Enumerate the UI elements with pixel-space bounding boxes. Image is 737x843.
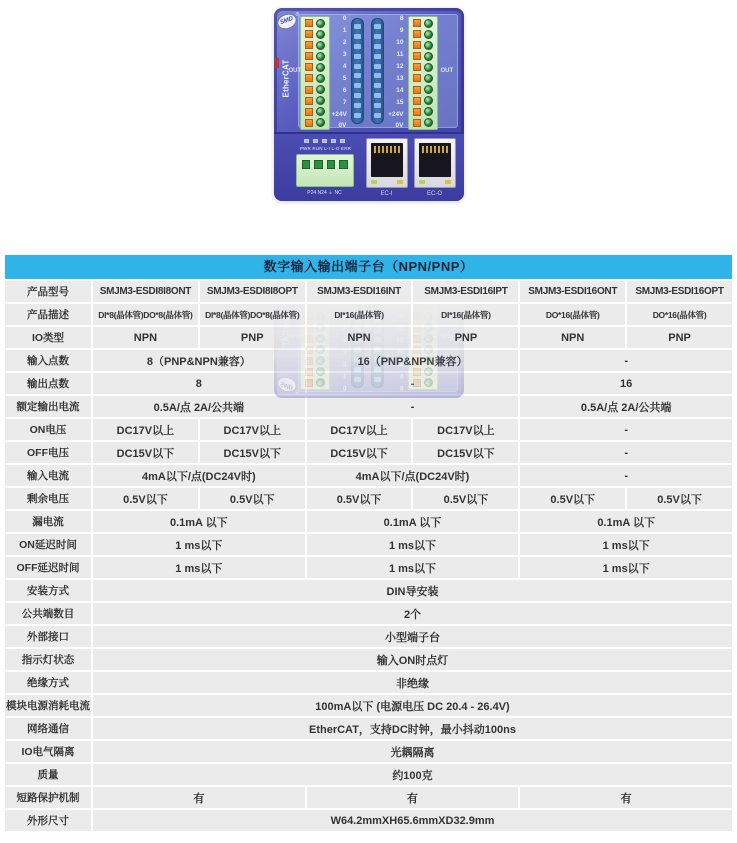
spec-row-label: 网络通信: [5, 718, 91, 739]
terminal-row: [301, 40, 329, 50]
spec-row-label: 质量: [5, 764, 91, 785]
spec-cell: DC17V以上: [200, 419, 305, 440]
spec-cell: DC15V以下: [200, 442, 305, 463]
table-row: [5, 442, 732, 463]
spec-cell: 1 ms以下: [520, 534, 732, 555]
wire-clip: [305, 52, 313, 60]
table-row: [5, 787, 732, 808]
status-led-row: [304, 139, 345, 143]
table-row: [5, 465, 732, 486]
spec-cell: DC15V以下: [307, 442, 412, 463]
channel-label: 6: [342, 86, 347, 94]
terminal-screw: [424, 118, 433, 127]
table-row: [5, 281, 732, 302]
spec-row-label: 模块电源消耗电流: [5, 695, 91, 716]
table-row: [5, 810, 732, 831]
spec-row-label: 绝缘方式: [5, 672, 91, 693]
terminal-row: [409, 51, 437, 61]
table-row: [5, 695, 732, 716]
channel-led: [354, 34, 361, 39]
act-led: [397, 180, 403, 184]
terminal-screw: [316, 118, 325, 127]
spec-row-label: IO类型: [5, 327, 91, 348]
terminal-screw: [424, 96, 433, 105]
spec-cell: 1 ms以下: [307, 557, 519, 578]
terminal-screw: [424, 85, 433, 94]
status-led: [340, 139, 345, 143]
wire-clip: [413, 86, 421, 94]
spec-cell: -: [307, 373, 519, 394]
out-label-right: OUT: [440, 68, 454, 74]
led-strip-right: [371, 18, 384, 124]
spec-cell: EtherCAT，支持DC时钟，最小抖动100ns: [93, 718, 732, 739]
spec-cell: 1 ms以下: [93, 534, 305, 555]
spec-cell: 4mA以下/点(DC24V时): [93, 465, 305, 486]
power-pin: [339, 160, 348, 169]
spec-row-label: 外部接口: [5, 626, 91, 647]
terminal-row: [301, 51, 329, 61]
terminal-screw: [424, 41, 433, 50]
wire-clip: [413, 74, 421, 82]
table-row: [5, 603, 732, 624]
spec-row-label: ON电压: [5, 419, 91, 440]
wire-clip: [305, 19, 313, 27]
spec-cell: SMJM3-ESDI8I8OPT: [200, 281, 305, 302]
port-label-out: EC-O: [427, 191, 442, 197]
spec-cell: 0.5V以下: [413, 488, 518, 509]
spec-row-label: 安装方式: [5, 580, 91, 601]
wire-clip: [413, 119, 421, 127]
channel-label: 14: [396, 86, 404, 94]
spec-cell: NPN: [93, 327, 198, 348]
spec-cell: SMJM3-ESDI16OPT: [627, 281, 732, 302]
terminal-row: [301, 73, 329, 83]
table-row: [5, 649, 732, 670]
spec-cell: 有: [520, 787, 732, 808]
registered-mark: ®: [295, 12, 300, 18]
wire-clip: [305, 119, 313, 127]
channel-led: [354, 83, 361, 88]
channel-led: [354, 24, 361, 29]
channel-led: [354, 93, 361, 98]
spec-row-label: OFF电压: [5, 442, 91, 463]
channel-label: 1: [342, 26, 347, 34]
wire-clip: [413, 63, 421, 71]
spec-cell: DC17V以上: [93, 419, 198, 440]
channel-led: [374, 93, 381, 98]
channel-labels-left: [332, 16, 347, 130]
red-badge: [275, 58, 279, 68]
power-connector: [296, 154, 354, 187]
channel-led: [354, 73, 361, 78]
channel-label: +24V: [331, 110, 347, 118]
spec-cell: 0.5V以下: [627, 488, 732, 509]
wire-clip: [413, 52, 421, 60]
spec-cell: DI*16(晶体管): [307, 304, 412, 325]
spec-cell: DC15V以下: [413, 442, 518, 463]
spec-cell: SMJM3-ESDI16ONT: [520, 281, 625, 302]
wire-clip: [413, 30, 421, 38]
rj45-pins: [422, 146, 448, 153]
spec-cell: SMJM3-ESDI16IPT: [413, 281, 518, 302]
table-row: [5, 373, 732, 394]
table-row: [5, 741, 732, 762]
channel-label: 3: [342, 50, 347, 58]
spec-cell: 0.5V以下: [307, 488, 412, 509]
spec-cell: 16（PNP&NPN兼容）: [307, 350, 519, 371]
spec-cell: DI*8(晶体管)DO*8(晶体管): [200, 304, 305, 325]
table-row: [5, 534, 732, 555]
spec-row-label: 公共端数目: [5, 603, 91, 624]
wire-clip: [413, 41, 421, 49]
spec-cell: 非绝缘: [93, 672, 732, 693]
terminal-row: [409, 18, 437, 28]
spec-cell: 1 ms以下: [307, 534, 519, 555]
status-led: [304, 139, 309, 143]
power-pin: [327, 160, 336, 169]
status-led: [313, 139, 318, 143]
spec-cell: NPN: [307, 327, 412, 348]
channel-led: [354, 103, 361, 108]
spec-cell: 2个: [93, 603, 732, 624]
spec-cell: 输入ON时点灯: [93, 649, 732, 670]
terminal-screw: [316, 63, 325, 72]
channel-label: 0: [342, 15, 347, 22]
wire-clip: [305, 97, 313, 105]
status-led-labels: PWR RUN L-I L-O ERR: [299, 146, 352, 151]
channel-led: [374, 24, 381, 29]
terminal-screw: [316, 52, 325, 61]
channel-label: 5: [342, 74, 347, 82]
terminal-screw: [424, 19, 433, 28]
terminal-screw: [316, 96, 325, 105]
channel-label: 9: [399, 26, 404, 34]
terminal-screw: [424, 63, 433, 72]
link-led: [419, 180, 425, 184]
spec-cell: 0.1mA 以下: [93, 511, 305, 532]
terminal-block-left: [300, 16, 330, 130]
link-led: [371, 180, 377, 184]
channel-led: [374, 54, 381, 59]
spec-row-label: 产品描述: [5, 304, 91, 325]
terminal-screw: [316, 85, 325, 94]
spec-table: [3, 279, 734, 833]
device-photo: [274, 0, 464, 201]
terminal-row: [301, 29, 329, 39]
table-row: [5, 626, 732, 647]
channel-label: 0V: [395, 122, 404, 130]
spec-cell: 0.1mA 以下: [307, 511, 519, 532]
channel-led: [374, 113, 381, 118]
terminal-row: [409, 29, 437, 39]
spec-cell: 1 ms以下: [93, 557, 305, 578]
spec-cell: 16: [520, 373, 732, 394]
spec-cell: 0.5V以下: [200, 488, 305, 509]
terminal-row: [301, 85, 329, 95]
channel-label: +24V: [388, 110, 404, 118]
out-label-left: OUT: [288, 68, 302, 74]
spec-cell: PNP: [627, 327, 732, 348]
terminal-screw: [316, 41, 325, 50]
bottom-section: [274, 132, 464, 201]
rj45-pins: [374, 146, 400, 153]
table-row: [5, 350, 732, 371]
status-led: [322, 139, 327, 143]
spec-cell: PNP: [200, 327, 305, 348]
wire-clip: [413, 19, 421, 27]
product-photo-area: [0, 0, 737, 255]
table-row: [5, 580, 732, 601]
table-row: [5, 718, 732, 739]
spec-cell: DO*16(晶体管): [627, 304, 732, 325]
spec-cell: 0.5A/点 2A/公共端: [93, 396, 305, 417]
spec-cell: 约100克: [93, 764, 732, 785]
spec-cell: 8: [93, 373, 305, 394]
rj45-socket: [371, 143, 403, 177]
spec-row-label: 剩余电压: [5, 488, 91, 509]
spec-row-label: 输入电流: [5, 465, 91, 486]
spec-cell: -: [520, 465, 732, 486]
table-row: [5, 327, 732, 348]
spec-cell: 0.1mA 以下: [520, 511, 732, 532]
terminal-screw: [424, 107, 433, 116]
spec-cell: DIN导安装: [93, 580, 732, 601]
terminal-row: [409, 118, 437, 128]
power-pin-labels: P24 N24 ⏚ NC: [307, 190, 342, 196]
channel-led: [354, 54, 361, 59]
spec-cell: 有: [307, 787, 519, 808]
terminal-screw: [424, 74, 433, 83]
spec-row-label: 短路保护机制: [5, 787, 91, 808]
spec-table-section: [0, 255, 737, 833]
terminal-screw: [316, 74, 325, 83]
table-row: [5, 419, 732, 440]
terminal-row: [301, 18, 329, 28]
terminal-row: [409, 73, 437, 83]
terminal-screw: [424, 30, 433, 39]
channel-label: 7: [342, 98, 347, 106]
spec-row-label: 产品型号: [5, 281, 91, 302]
spec-cell: DO*16(晶体管): [520, 304, 625, 325]
table-title: 数字输入输出端子台（NPN/PNP）: [5, 255, 732, 279]
spec-cell: DC15V以下: [93, 442, 198, 463]
channel-led: [374, 64, 381, 69]
channel-label: 2: [342, 38, 347, 46]
table-row: [5, 488, 732, 509]
act-led: [445, 180, 451, 184]
terminal-screw: [316, 107, 325, 116]
channel-led: [374, 83, 381, 88]
spec-row-label: 输入点数: [5, 350, 91, 371]
spec-cell: 4mA以下/点(DC24V时): [307, 465, 519, 486]
channel-label: 10: [396, 38, 404, 46]
terminal-row: [409, 40, 437, 50]
led-strip-left: [351, 18, 364, 124]
terminal-row: [409, 85, 437, 95]
spec-cell: 0.5V以下: [93, 488, 198, 509]
wire-clip: [305, 108, 313, 116]
io-module: [274, 8, 464, 201]
channel-label: 13: [396, 74, 404, 82]
table-row: [5, 304, 732, 325]
wire-clip: [305, 30, 313, 38]
channel-led: [374, 44, 381, 49]
channel-led: [354, 64, 361, 69]
spec-row-label: IO电气隔离: [5, 741, 91, 762]
channel-labels-right: [386, 16, 404, 130]
wire-clip: [413, 97, 421, 105]
channel-label: 0V: [338, 122, 347, 130]
spec-cell: 有: [93, 787, 305, 808]
terminal-row: [409, 62, 437, 72]
spec-cell: 1 ms以下: [520, 557, 732, 578]
channel-led: [374, 73, 381, 78]
spec-cell: PNP: [413, 327, 518, 348]
ethercat-label: EtherCAT: [281, 59, 290, 98]
spec-cell: DC17V以上: [413, 419, 518, 440]
channel-label: 12: [396, 62, 404, 70]
rj45-port-in: [366, 138, 408, 188]
terminal-row: [301, 62, 329, 72]
spec-row-label: OFF延迟时间: [5, 557, 91, 578]
rj45-socket: [419, 143, 451, 177]
wire-clip: [305, 63, 313, 71]
terminal-screw: [316, 30, 325, 39]
rj45-port-out: [414, 138, 456, 188]
spec-row-label: 指示灯状态: [5, 649, 91, 670]
spec-cell: W64.2mmXH65.6mmXD32.9mm: [93, 810, 732, 831]
channel-led: [374, 103, 381, 108]
terminal-row: [301, 107, 329, 117]
spec-row-label: 外形尺寸: [5, 810, 91, 831]
terminal-block-right: [408, 16, 438, 130]
port-label-in: EC-I: [380, 191, 393, 197]
spec-cell: SMJM3-ESDI8I8ONT: [93, 281, 198, 302]
spec-row-label: 漏电流: [5, 511, 91, 532]
table-row: [5, 672, 732, 693]
spec-cell: -: [520, 350, 732, 371]
spec-cell: -: [307, 396, 519, 417]
channel-label: 4: [342, 62, 347, 70]
wire-clip: [413, 108, 421, 116]
spec-cell: -: [520, 442, 732, 463]
channel-led: [354, 44, 361, 49]
power-pin: [314, 160, 323, 169]
spec-cell: 0.5A/点 2A/公共端: [520, 396, 732, 417]
spec-cell: DC17V以上: [307, 419, 412, 440]
spec-cell: DI*8(晶体管)DO*8(晶体管): [93, 304, 198, 325]
wire-clip: [305, 74, 313, 82]
spec-cell: SMJM3-ESDI16INT: [307, 281, 412, 302]
terminal-screw: [424, 52, 433, 61]
spec-cell: 8（PNP&NPN兼容）: [93, 350, 305, 371]
table-row: [5, 557, 732, 578]
terminal-row: [409, 96, 437, 106]
brand-logo: SMD: [276, 12, 297, 30]
channel-label: 11: [396, 50, 404, 58]
channel-led: [374, 34, 381, 39]
table-row: [5, 764, 732, 785]
spec-cell: DI*16(晶体管): [413, 304, 518, 325]
power-pin: [302, 160, 311, 169]
wire-clip: [305, 41, 313, 49]
spec-cell: 100mA以下 (电源电压 DC 20.4 - 26.4V): [93, 695, 732, 716]
channel-label: 8: [399, 15, 404, 22]
spec-cell: NPN: [520, 327, 625, 348]
table-row: [5, 511, 732, 532]
table-row: [5, 396, 732, 417]
spec-row-label: ON延迟时间: [5, 534, 91, 555]
channel-led: [354, 113, 361, 118]
channel-label: 15: [396, 98, 404, 106]
spec-cell: 0.5V以下: [520, 488, 625, 509]
terminal-screw: [316, 19, 325, 28]
terminal-row: [409, 107, 437, 117]
spec-cell: 光耦隔离: [93, 741, 732, 762]
terminal-row: [301, 96, 329, 106]
spec-cell: 小型端子台: [93, 626, 732, 647]
spec-row-label: 额定输出电流: [5, 396, 91, 417]
terminal-row: [301, 118, 329, 128]
wire-clip: [305, 86, 313, 94]
spec-cell: -: [520, 419, 732, 440]
spec-row-label: 输出点数: [5, 373, 91, 394]
status-led: [331, 139, 336, 143]
